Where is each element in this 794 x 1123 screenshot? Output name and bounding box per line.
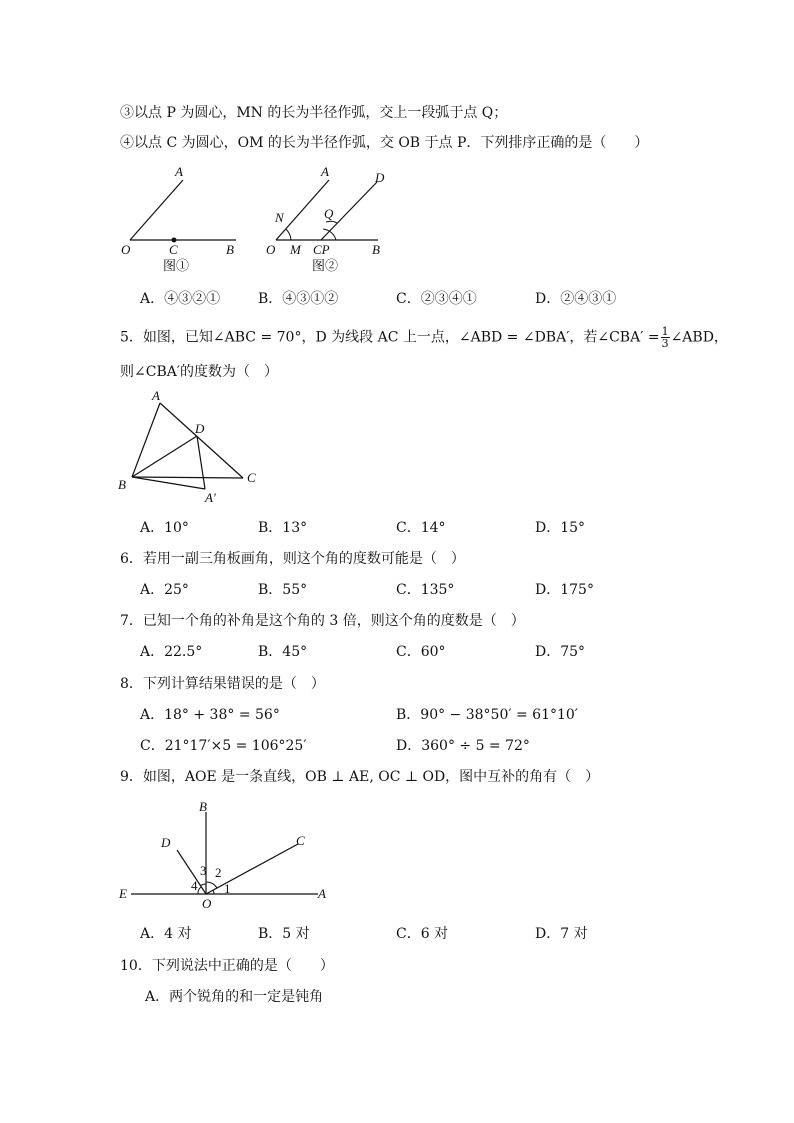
q5-stem-part-b: ∠ABD，: [670, 329, 728, 346]
q8-stem: 8．下列计算结果错误的是（ ）: [120, 676, 325, 692]
label-m: M: [290, 242, 301, 257]
q8-option-c[interactable]: C．21°17′×5 = 106°25′: [140, 738, 307, 754]
angle-label-4: 4: [191, 878, 198, 893]
q6-option-a[interactable]: A．25°: [140, 582, 189, 598]
q6-stem: 6．若用一副三角板画角，则这个角的度数可能是（ ）: [120, 551, 465, 567]
q9-stem: 9．如图，AOE 是一条直线，OB ⊥ AE, OC ⊥ OD，图中互补的角有（ ）: [120, 769, 600, 785]
q8-option-b[interactable]: B．90° − 38°50′ = 61°10′: [396, 707, 578, 723]
label-o: O: [202, 896, 212, 911]
q4-option-c[interactable]: C．②③④①: [396, 291, 477, 307]
q4-figure-2: [262, 160, 392, 275]
q5-stem-continued: 则∠CBA′的度数为（ ）: [120, 364, 279, 380]
label-q: Q: [324, 206, 334, 221]
label-b: B: [372, 242, 380, 257]
q4-step-3: ③以点 P 为圆心，MN 的长为半径作弧，交上一段弧于点 Q；: [120, 105, 508, 121]
figure-caption: 图②: [312, 258, 339, 273]
q4-option-b[interactable]: B．④③①②: [258, 291, 339, 307]
q4-option-a[interactable]: A．④③②①: [140, 291, 221, 307]
q7-option-c[interactable]: C．60°: [396, 644, 446, 660]
q4-figure-1: [115, 160, 245, 275]
label-b: B: [226, 242, 234, 257]
label-d: D: [161, 835, 171, 850]
figure-caption: 图①: [163, 258, 190, 273]
label-c: C: [169, 242, 178, 257]
fraction-denominator: 3: [661, 337, 669, 350]
q7-stem: 7．已知一个角的补角是这个角的 3 倍，则这个角的度数是（ ）: [120, 613, 525, 629]
q6-option-d[interactable]: D．175°: [535, 582, 594, 598]
q9-option-b[interactable]: B．5 对: [258, 926, 310, 942]
q8-option-a[interactable]: A．18° + 38° = 56°: [140, 707, 280, 723]
angle-label-1: 1: [224, 881, 231, 896]
q6-option-c[interactable]: C．135°: [396, 582, 455, 598]
q5-option-a[interactable]: A．10°: [140, 520, 189, 536]
label-d: D: [195, 421, 205, 436]
q5-option-b[interactable]: B．13°: [258, 520, 308, 536]
q5-figure: [115, 390, 265, 510]
q5-option-c[interactable]: C．14°: [396, 520, 446, 536]
label-a-prime: A′: [205, 490, 216, 505]
q9-option-a[interactable]: A．4 对: [140, 926, 192, 942]
label-b: B: [118, 477, 126, 492]
q8-option-d[interactable]: D．360° ÷ 5 = 72°: [396, 738, 530, 754]
q9-option-c[interactable]: C．6 对: [396, 926, 449, 942]
q7-option-d[interactable]: D．75°: [535, 644, 586, 660]
angle-label-2: 2: [215, 865, 222, 880]
fraction: [661, 326, 670, 349]
label-d: D: [375, 170, 385, 185]
q5-stem-part-a: 5．如图，已知∠ABC = 70°，D 为线段 AC 上一点，∠ABD = ∠DBA′，若∠CBA′ =: [120, 329, 660, 346]
angle-label-3: 3: [200, 863, 207, 878]
q4-step-4: ④以点 C 为圆心，OM 的长为半径作弧，交 OB 于点 P．下列排序正确的是（ ）: [120, 135, 649, 151]
label-a: A: [321, 164, 329, 179]
label-e: E: [119, 886, 127, 901]
label-n: N: [275, 210, 284, 225]
q9-figure: [115, 795, 335, 915]
label-b: B: [199, 799, 207, 814]
label-cp: CP: [313, 242, 330, 257]
label-c: C: [247, 470, 256, 485]
fraction-numerator: 1: [661, 325, 669, 338]
q9-option-d[interactable]: D．7 对: [535, 926, 588, 942]
q4-option-d[interactable]: D．②④③①: [535, 291, 617, 307]
q10-option-a[interactable]: A．两个锐角的和一定是钝角: [145, 989, 324, 1005]
label-c: C: [296, 833, 305, 848]
label-o: O: [266, 242, 276, 257]
q5-stem: [120, 326, 728, 349]
q6-option-b[interactable]: B．55°: [258, 582, 308, 598]
label-o: O: [121, 242, 131, 257]
label-a: A: [318, 886, 326, 901]
q5-option-d[interactable]: D．15°: [535, 520, 586, 536]
label-a: A: [175, 164, 183, 179]
q7-option-a[interactable]: A．22.5°: [140, 644, 203, 660]
q7-option-b[interactable]: B．45°: [258, 644, 308, 660]
label-a: A: [152, 388, 160, 403]
q10-stem: 10．下列说法中正确的是（ ）: [120, 958, 334, 974]
